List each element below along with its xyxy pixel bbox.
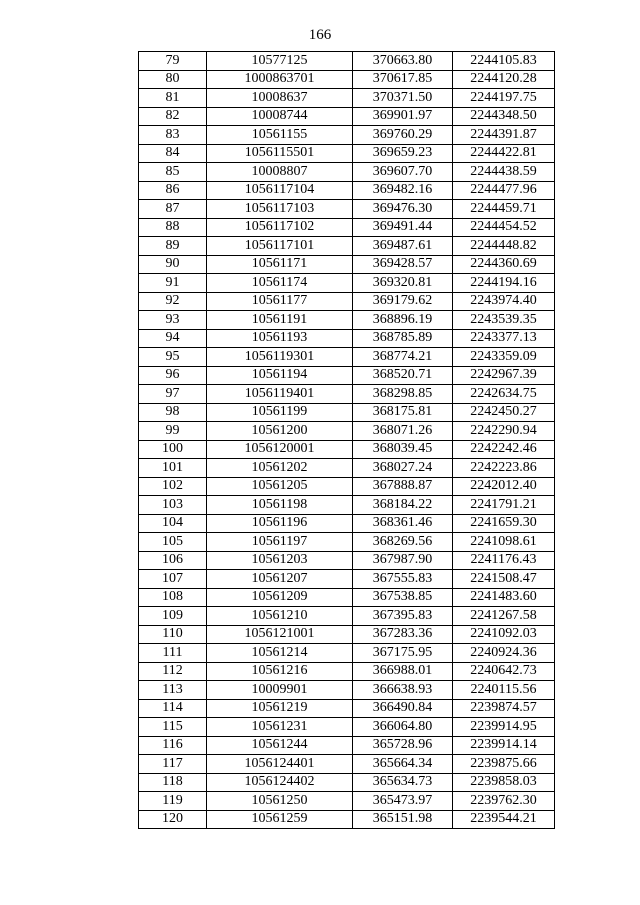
table-row bbox=[139, 255, 555, 274]
y-coordinate-cell: 2244120.28 bbox=[453, 70, 555, 89]
x-coordinate-cell: 367283.36 bbox=[353, 625, 453, 644]
point-number-cell: 89 bbox=[139, 237, 207, 256]
point-id-cell: 10561216 bbox=[207, 662, 353, 681]
point-id-cell: 10561194 bbox=[207, 366, 353, 385]
x-coordinate-cell: 366638.93 bbox=[353, 681, 453, 700]
point-id-cell: 10009901 bbox=[207, 681, 353, 700]
x-coordinate-cell: 366064.80 bbox=[353, 718, 453, 737]
point-number-cell: 105 bbox=[139, 533, 207, 552]
y-coordinate-cell: 2242012.40 bbox=[453, 477, 555, 496]
x-coordinate-cell: 367987.90 bbox=[353, 551, 453, 570]
point-id-cell: 10008637 bbox=[207, 89, 353, 108]
point-number-cell: 101 bbox=[139, 459, 207, 478]
y-coordinate-cell: 2244459.71 bbox=[453, 200, 555, 219]
point-id-cell: 1056117103 bbox=[207, 200, 353, 219]
point-id-cell: 1056119301 bbox=[207, 348, 353, 367]
x-coordinate-cell: 370371.50 bbox=[353, 89, 453, 108]
point-number-cell: 88 bbox=[139, 218, 207, 237]
x-coordinate-cell: 369607.70 bbox=[353, 163, 453, 182]
y-coordinate-cell: 2243539.35 bbox=[453, 311, 555, 330]
x-coordinate-cell: 368269.56 bbox=[353, 533, 453, 552]
y-coordinate-cell: 2244454.52 bbox=[453, 218, 555, 237]
x-coordinate-cell: 367538.85 bbox=[353, 588, 453, 607]
y-coordinate-cell: 2240115.56 bbox=[453, 681, 555, 700]
point-number-cell: 115 bbox=[139, 718, 207, 737]
x-coordinate-cell: 368520.71 bbox=[353, 366, 453, 385]
point-number-cell: 118 bbox=[139, 773, 207, 792]
y-coordinate-cell: 2244477.96 bbox=[453, 181, 555, 200]
y-coordinate-cell: 2241659.30 bbox=[453, 514, 555, 533]
table-row bbox=[139, 644, 555, 663]
point-number-cell: 119 bbox=[139, 792, 207, 811]
point-number-cell: 94 bbox=[139, 329, 207, 348]
point-number-cell: 113 bbox=[139, 681, 207, 700]
point-number-cell: 117 bbox=[139, 755, 207, 774]
point-number-cell: 116 bbox=[139, 736, 207, 755]
x-coordinate-cell: 369487.61 bbox=[353, 237, 453, 256]
point-number-cell: 79 bbox=[139, 52, 207, 71]
table-row bbox=[139, 144, 555, 163]
point-id-cell: 10561203 bbox=[207, 551, 353, 570]
y-coordinate-cell: 2242290.94 bbox=[453, 422, 555, 441]
point-number-cell: 80 bbox=[139, 70, 207, 89]
point-number-cell: 106 bbox=[139, 551, 207, 570]
point-id-cell: 10561231 bbox=[207, 718, 353, 737]
table-row bbox=[139, 533, 555, 552]
point-id-cell: 10561209 bbox=[207, 588, 353, 607]
table-row bbox=[139, 625, 555, 644]
x-coordinate-cell: 365728.96 bbox=[353, 736, 453, 755]
point-id-cell: 10008807 bbox=[207, 163, 353, 182]
table-row bbox=[139, 736, 555, 755]
point-id-cell: 1056115501 bbox=[207, 144, 353, 163]
table-row bbox=[139, 181, 555, 200]
table-row bbox=[139, 551, 555, 570]
y-coordinate-cell: 2242223.86 bbox=[453, 459, 555, 478]
point-number-cell: 98 bbox=[139, 403, 207, 422]
point-number-cell: 99 bbox=[139, 422, 207, 441]
point-number-cell: 82 bbox=[139, 107, 207, 126]
point-id-cell: 10561199 bbox=[207, 403, 353, 422]
x-coordinate-cell: 369491.44 bbox=[353, 218, 453, 237]
point-number-cell: 108 bbox=[139, 588, 207, 607]
y-coordinate-cell: 2239914.95 bbox=[453, 718, 555, 737]
table-row bbox=[139, 496, 555, 515]
x-coordinate-cell: 368896.19 bbox=[353, 311, 453, 330]
x-coordinate-cell: 367888.87 bbox=[353, 477, 453, 496]
point-number-cell: 95 bbox=[139, 348, 207, 367]
table-row bbox=[139, 810, 555, 829]
point-number-cell: 102 bbox=[139, 477, 207, 496]
y-coordinate-cell: 2244105.83 bbox=[453, 52, 555, 71]
x-coordinate-cell: 369179.62 bbox=[353, 292, 453, 311]
point-id-cell: 1056117101 bbox=[207, 237, 353, 256]
point-id-cell: 10561155 bbox=[207, 126, 353, 145]
x-coordinate-cell: 366490.84 bbox=[353, 699, 453, 718]
point-id-cell: 1056121001 bbox=[207, 625, 353, 644]
table-row bbox=[139, 348, 555, 367]
point-number-cell: 91 bbox=[139, 274, 207, 293]
table-row bbox=[139, 385, 555, 404]
table-row bbox=[139, 200, 555, 219]
x-coordinate-cell: 368785.89 bbox=[353, 329, 453, 348]
point-id-cell: 10561219 bbox=[207, 699, 353, 718]
y-coordinate-cell: 2239874.57 bbox=[453, 699, 555, 718]
y-coordinate-cell: 2242450.27 bbox=[453, 403, 555, 422]
table-row bbox=[139, 792, 555, 811]
table-row bbox=[139, 107, 555, 126]
table-row bbox=[139, 514, 555, 533]
point-id-cell: 10561244 bbox=[207, 736, 353, 755]
x-coordinate-cell: 369760.29 bbox=[353, 126, 453, 145]
table-row bbox=[139, 218, 555, 237]
point-number-cell: 120 bbox=[139, 810, 207, 829]
point-id-cell: 1056117102 bbox=[207, 218, 353, 237]
point-number-cell: 87 bbox=[139, 200, 207, 219]
point-id-cell: 10561259 bbox=[207, 810, 353, 829]
x-coordinate-cell: 365151.98 bbox=[353, 810, 453, 829]
point-id-cell: 1056124402 bbox=[207, 773, 353, 792]
x-coordinate-cell: 369482.16 bbox=[353, 181, 453, 200]
table-row bbox=[139, 570, 555, 589]
point-number-cell: 111 bbox=[139, 644, 207, 663]
x-coordinate-cell: 368175.81 bbox=[353, 403, 453, 422]
point-id-cell: 1056124401 bbox=[207, 755, 353, 774]
point-id-cell: 10561174 bbox=[207, 274, 353, 293]
y-coordinate-cell: 2241267.58 bbox=[453, 607, 555, 626]
x-coordinate-cell: 370663.80 bbox=[353, 52, 453, 71]
x-coordinate-cell: 368027.24 bbox=[353, 459, 453, 478]
point-id-cell: 1056120001 bbox=[207, 440, 353, 459]
y-coordinate-cell: 2244448.82 bbox=[453, 237, 555, 256]
table-row bbox=[139, 422, 555, 441]
x-coordinate-cell: 368071.26 bbox=[353, 422, 453, 441]
page-number: 166 bbox=[308, 27, 332, 43]
table-row bbox=[139, 52, 555, 71]
point-number-cell: 83 bbox=[139, 126, 207, 145]
table-row bbox=[139, 440, 555, 459]
table-row bbox=[139, 89, 555, 108]
y-coordinate-cell: 2244360.69 bbox=[453, 255, 555, 274]
x-coordinate-cell: 369901.97 bbox=[353, 107, 453, 126]
y-coordinate-cell: 2239762.30 bbox=[453, 792, 555, 811]
x-coordinate-cell: 365664.34 bbox=[353, 755, 453, 774]
point-id-cell: 10008744 bbox=[207, 107, 353, 126]
y-coordinate-cell: 2243359.09 bbox=[453, 348, 555, 367]
point-id-cell: 10561202 bbox=[207, 459, 353, 478]
point-number-cell: 112 bbox=[139, 662, 207, 681]
point-id-cell: 1056119401 bbox=[207, 385, 353, 404]
x-coordinate-cell: 366988.01 bbox=[353, 662, 453, 681]
y-coordinate-cell: 2239858.03 bbox=[453, 773, 555, 792]
table-row bbox=[139, 70, 555, 89]
table-row bbox=[139, 477, 555, 496]
point-number-cell: 86 bbox=[139, 181, 207, 200]
point-number-cell: 84 bbox=[139, 144, 207, 163]
table-row bbox=[139, 607, 555, 626]
y-coordinate-cell: 2240924.36 bbox=[453, 644, 555, 663]
point-number-cell: 81 bbox=[139, 89, 207, 108]
x-coordinate-cell: 367395.83 bbox=[353, 607, 453, 626]
point-id-cell: 1056117104 bbox=[207, 181, 353, 200]
point-number-cell: 109 bbox=[139, 607, 207, 626]
point-number-cell: 93 bbox=[139, 311, 207, 330]
point-id-cell: 10561207 bbox=[207, 570, 353, 589]
table-row bbox=[139, 126, 555, 145]
x-coordinate-cell: 369476.30 bbox=[353, 200, 453, 219]
point-id-cell: 10561191 bbox=[207, 311, 353, 330]
x-coordinate-cell: 369428.57 bbox=[353, 255, 453, 274]
table-row bbox=[139, 403, 555, 422]
x-coordinate-cell: 365473.97 bbox=[353, 792, 453, 811]
coordinates-table bbox=[138, 51, 555, 829]
y-coordinate-cell: 2241508.47 bbox=[453, 570, 555, 589]
point-id-cell: 10561200 bbox=[207, 422, 353, 441]
point-number-cell: 90 bbox=[139, 255, 207, 274]
point-number-cell: 114 bbox=[139, 699, 207, 718]
table-row bbox=[139, 773, 555, 792]
x-coordinate-cell: 369320.81 bbox=[353, 274, 453, 293]
point-id-cell: 10561177 bbox=[207, 292, 353, 311]
point-number-cell: 110 bbox=[139, 625, 207, 644]
table-row bbox=[139, 588, 555, 607]
y-coordinate-cell: 2243377.13 bbox=[453, 329, 555, 348]
table-row bbox=[139, 755, 555, 774]
point-id-cell: 10561205 bbox=[207, 477, 353, 496]
point-number-cell: 103 bbox=[139, 496, 207, 515]
y-coordinate-cell: 2242967.39 bbox=[453, 366, 555, 385]
y-coordinate-cell: 2239875.66 bbox=[453, 755, 555, 774]
point-id-cell: 1000863701 bbox=[207, 70, 353, 89]
point-number-cell: 100 bbox=[139, 440, 207, 459]
table-row bbox=[139, 329, 555, 348]
x-coordinate-cell: 368361.46 bbox=[353, 514, 453, 533]
y-coordinate-cell: 2244197.75 bbox=[453, 89, 555, 108]
table-row bbox=[139, 292, 555, 311]
y-coordinate-cell: 2241176.43 bbox=[453, 551, 555, 570]
x-coordinate-cell: 370617.85 bbox=[353, 70, 453, 89]
y-coordinate-cell: 2241092.03 bbox=[453, 625, 555, 644]
table-row bbox=[139, 274, 555, 293]
table-row bbox=[139, 699, 555, 718]
y-coordinate-cell: 2242242.46 bbox=[453, 440, 555, 459]
table-row bbox=[139, 718, 555, 737]
x-coordinate-cell: 368039.45 bbox=[353, 440, 453, 459]
table-row bbox=[139, 681, 555, 700]
point-number-cell: 107 bbox=[139, 570, 207, 589]
point-id-cell: 10561197 bbox=[207, 533, 353, 552]
y-coordinate-cell: 2244391.87 bbox=[453, 126, 555, 145]
y-coordinate-cell: 2241791.21 bbox=[453, 496, 555, 515]
y-coordinate-cell: 2244438.59 bbox=[453, 163, 555, 182]
table-row bbox=[139, 366, 555, 385]
y-coordinate-cell: 2241098.61 bbox=[453, 533, 555, 552]
x-coordinate-cell: 365634.73 bbox=[353, 773, 453, 792]
y-coordinate-cell: 2243974.40 bbox=[453, 292, 555, 311]
y-coordinate-cell: 2240642.73 bbox=[453, 662, 555, 681]
y-coordinate-cell: 2242634.75 bbox=[453, 385, 555, 404]
point-id-cell: 10561171 bbox=[207, 255, 353, 274]
x-coordinate-cell: 368774.21 bbox=[353, 348, 453, 367]
point-number-cell: 104 bbox=[139, 514, 207, 533]
x-coordinate-cell: 367555.83 bbox=[353, 570, 453, 589]
point-id-cell: 10561198 bbox=[207, 496, 353, 515]
point-number-cell: 92 bbox=[139, 292, 207, 311]
point-id-cell: 10561196 bbox=[207, 514, 353, 533]
point-id-cell: 10561214 bbox=[207, 644, 353, 663]
y-coordinate-cell: 2244194.16 bbox=[453, 274, 555, 293]
table-row bbox=[139, 662, 555, 681]
y-coordinate-cell: 2239914.14 bbox=[453, 736, 555, 755]
point-id-cell: 10561193 bbox=[207, 329, 353, 348]
x-coordinate-cell: 368184.22 bbox=[353, 496, 453, 515]
coordinates-table-body bbox=[139, 52, 555, 829]
y-coordinate-cell: 2239544.21 bbox=[453, 810, 555, 829]
table-row bbox=[139, 237, 555, 256]
x-coordinate-cell: 369659.23 bbox=[353, 144, 453, 163]
point-number-cell: 96 bbox=[139, 366, 207, 385]
point-id-cell: 10561210 bbox=[207, 607, 353, 626]
table-row bbox=[139, 459, 555, 478]
point-number-cell: 97 bbox=[139, 385, 207, 404]
y-coordinate-cell: 2244422.81 bbox=[453, 144, 555, 163]
table-row bbox=[139, 311, 555, 330]
x-coordinate-cell: 368298.85 bbox=[353, 385, 453, 404]
y-coordinate-cell: 2241483.60 bbox=[453, 588, 555, 607]
x-coordinate-cell: 367175.95 bbox=[353, 644, 453, 663]
y-coordinate-cell: 2244348.50 bbox=[453, 107, 555, 126]
table-row bbox=[139, 163, 555, 182]
point-number-cell: 85 bbox=[139, 163, 207, 182]
point-id-cell: 10577125 bbox=[207, 52, 353, 71]
point-id-cell: 10561250 bbox=[207, 792, 353, 811]
